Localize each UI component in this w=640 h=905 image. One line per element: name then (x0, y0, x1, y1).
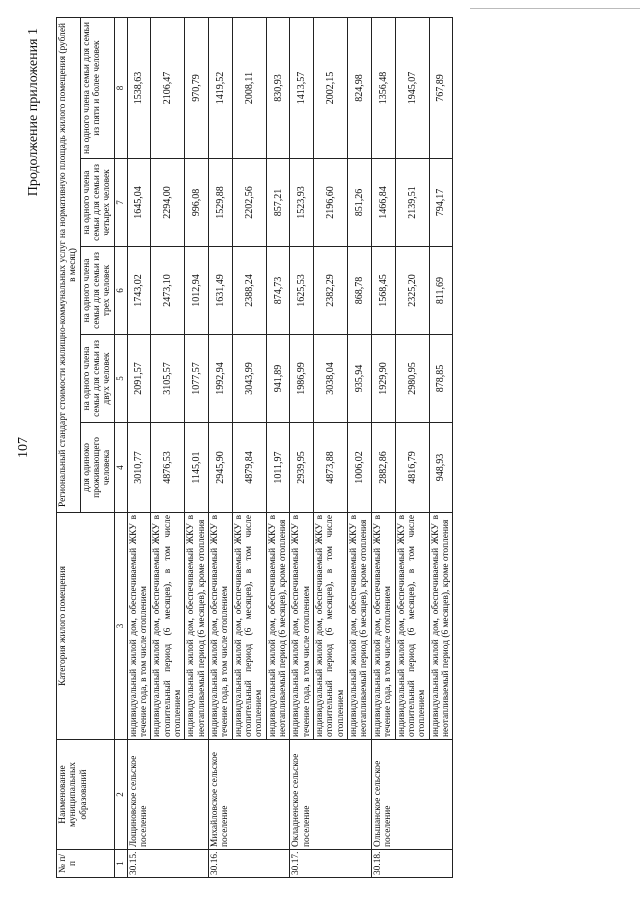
table-body (127, 17, 453, 877)
standard-value: 2980,95 (395, 335, 429, 423)
standard-value: 1413,57 (290, 17, 314, 158)
standard-value: 4876,53 (151, 423, 185, 513)
housing-category: индивидуальный жилой дом, обеспечиваемый ЖКУ в неотапливаемый период (6 месяцев), кроме отопления (429, 513, 453, 740)
standard-value: 851,26 (348, 159, 372, 247)
standard-value: 2196,60 (314, 159, 348, 247)
standard-value: 1631,49 (209, 247, 233, 335)
standard-value: 1466,84 (371, 159, 395, 247)
standard-value: 1523,93 (290, 159, 314, 247)
header-sub-5: на одного члена семьи для семьи из пяти и более человек (80, 17, 114, 158)
housing-category: индивидуальный жилой дом, обеспечиваемый ЖКУ в отопительный период (6 месяцев), в том числе отоплением (395, 513, 429, 740)
standard-value: 4816,79 (395, 423, 429, 513)
appendix-title: Продолжение приложения 1 (26, 28, 41, 197)
standard-value: 3105,57 (151, 335, 185, 423)
municipality-name: Лощиновское сельское поселение (127, 740, 208, 850)
col-index: 8 (114, 17, 127, 158)
standard-value: 3010,77 (127, 423, 151, 513)
header-standard: Региональный стандарт стоимости жилищно-коммунальных услуг на нормативную площадь жилого помещения (рублей в месяц) (57, 17, 81, 512)
standard-value: 874,73 (266, 247, 290, 335)
table-row (127, 17, 151, 877)
housing-category: индивидуальный жилой дом, обеспечиваемый ЖКУ в неотапливаемый период (6 месяцев), кроме отопления (266, 513, 290, 740)
standard-value: 794,17 (429, 159, 453, 247)
standard-value: 811,69 (429, 247, 453, 335)
standard-value: 2002,15 (314, 17, 348, 158)
housing-category: индивидуальный жилой дом, обеспечиваемый ЖКУ в неотапливаемый период (6 месяцев), кроме отопления (348, 513, 372, 740)
table-row (290, 17, 314, 877)
standard-value: 4879,84 (232, 423, 266, 513)
standard-value: 2294,00 (151, 159, 185, 247)
header-category: Категория жилого помещения (57, 513, 115, 740)
col-index: 7 (114, 159, 127, 247)
col-index: 6 (114, 247, 127, 335)
standard-value: 2473,10 (151, 247, 185, 335)
housing-category: индивидуальный жилой дом, обеспечиваемый ЖКУ в отопительный период (6 месяцев), в том числе отоплением (151, 513, 185, 740)
header-sub-2: на одного члена семьи для семьи из двух человек (80, 335, 114, 423)
standard-value: 2091,57 (127, 335, 151, 423)
standard-value: 935,94 (348, 335, 372, 423)
row-number: 30.16. (209, 850, 290, 878)
standard-value: 868,78 (348, 247, 372, 335)
col-index: 1 (114, 850, 127, 878)
table-row (209, 17, 233, 877)
standard-value: 996,08 (185, 159, 209, 247)
municipality-name: Ольшанское сельское поселение (371, 740, 452, 850)
housing-category: индивидуальный жилой дом, обеспечиваемый ЖКУ в отопительный период (6 месяцев), в том числе отоплением (232, 513, 266, 740)
header-sub-4: на одного члена семьи для семьи из четырех человек (80, 159, 114, 247)
housing-category: индивидуальный жилой дом, обеспечиваемый ЖКУ в неотапливаемый период (6 месяцев), кроме отопления (185, 513, 209, 740)
standard-value: 1538,63 (127, 17, 151, 158)
standard-value: 878,85 (429, 335, 453, 423)
standard-value: 2945,90 (209, 423, 233, 513)
header-row-1 (57, 17, 81, 877)
standard-value: 1743,02 (127, 247, 151, 335)
standard-value: 1645,04 (127, 159, 151, 247)
header-sub-3: на одного члена семьи для семьи из трех человек (80, 247, 114, 335)
row-number: 30.17. (290, 850, 371, 878)
standard-value: 1929,90 (371, 335, 395, 423)
header-num: № п/п (57, 850, 115, 878)
page-number: 107 (16, 437, 31, 458)
standard-value: 1011,97 (266, 423, 290, 513)
standard-value: 1006,02 (348, 423, 372, 513)
standard-value: 1945,07 (395, 17, 429, 158)
standard-value: 1145,01 (185, 423, 209, 513)
standard-value: 2202,56 (232, 159, 266, 247)
standard-value: 2388,24 (232, 247, 266, 335)
standard-value: 948,93 (429, 423, 453, 513)
col-index: 2 (114, 740, 127, 850)
row-number: 30.15. (127, 850, 208, 878)
top-edge-line (470, 8, 640, 9)
row-number: 30.18. (371, 850, 452, 878)
standard-value: 2139,51 (395, 159, 429, 247)
standard-value: 1356,48 (371, 17, 395, 158)
municipality-name: Окладненское сельское поселение (290, 740, 371, 850)
standard-value: 857,21 (266, 159, 290, 247)
standard-value: 1419,52 (209, 17, 233, 158)
housing-category: индивидуальный жилой дом, обеспечиваемый ЖКУ в течение года, в том числе отоплением (127, 513, 151, 740)
standard-value: 3043,99 (232, 335, 266, 423)
standard-value: 1625,53 (290, 247, 314, 335)
housing-category: индивидуальный жилой дом, обеспечиваемый ЖКУ в отопительный период (6 месяцев), в том числе отоплением (314, 513, 348, 740)
standard-value: 1986,99 (290, 335, 314, 423)
standard-value: 2882,86 (371, 423, 395, 513)
standard-value: 2382,29 (314, 247, 348, 335)
standard-value: 1077,57 (185, 335, 209, 423)
standard-value: 1568,45 (371, 247, 395, 335)
table-row (371, 17, 395, 877)
standard-value: 4873,88 (314, 423, 348, 513)
standards-table (56, 17, 453, 878)
header-sub-1: для одиноко проживающего человека (80, 423, 114, 513)
standard-value: 2008,11 (232, 17, 266, 158)
rotated-page (16, 18, 624, 878)
housing-category: индивидуальный жилой дом, обеспечиваемый ЖКУ в течение года, в том числе отоплением (290, 513, 314, 740)
col-index: 4 (114, 423, 127, 513)
standard-value: 2939,95 (290, 423, 314, 513)
housing-category: индивидуальный жилой дом, обеспечиваемый ЖКУ в течение года, в том числе отоплением (209, 513, 233, 740)
standard-value: 824,98 (348, 17, 372, 158)
column-index-row (114, 17, 127, 877)
standard-value: 1992,94 (209, 335, 233, 423)
municipality-name: Михайловское сельское поселение (209, 740, 290, 850)
standard-value: 830,93 (266, 17, 290, 158)
housing-category: индивидуальный жилой дом, обеспечиваемый ЖКУ в течение года, в том числе отоплением (371, 513, 395, 740)
standard-value: 1012,94 (185, 247, 209, 335)
standard-value: 970,79 (185, 17, 209, 158)
standard-value: 2325,20 (395, 247, 429, 335)
header-municipality: Наименование муниципальных образований (57, 740, 115, 850)
col-index: 3 (114, 513, 127, 740)
standard-value: 2106,47 (151, 17, 185, 158)
standard-value: 1529,88 (209, 159, 233, 247)
col-index: 5 (114, 335, 127, 423)
standard-value: 941,89 (266, 335, 290, 423)
standard-value: 3038,04 (314, 335, 348, 423)
standard-value: 767,89 (429, 17, 453, 158)
